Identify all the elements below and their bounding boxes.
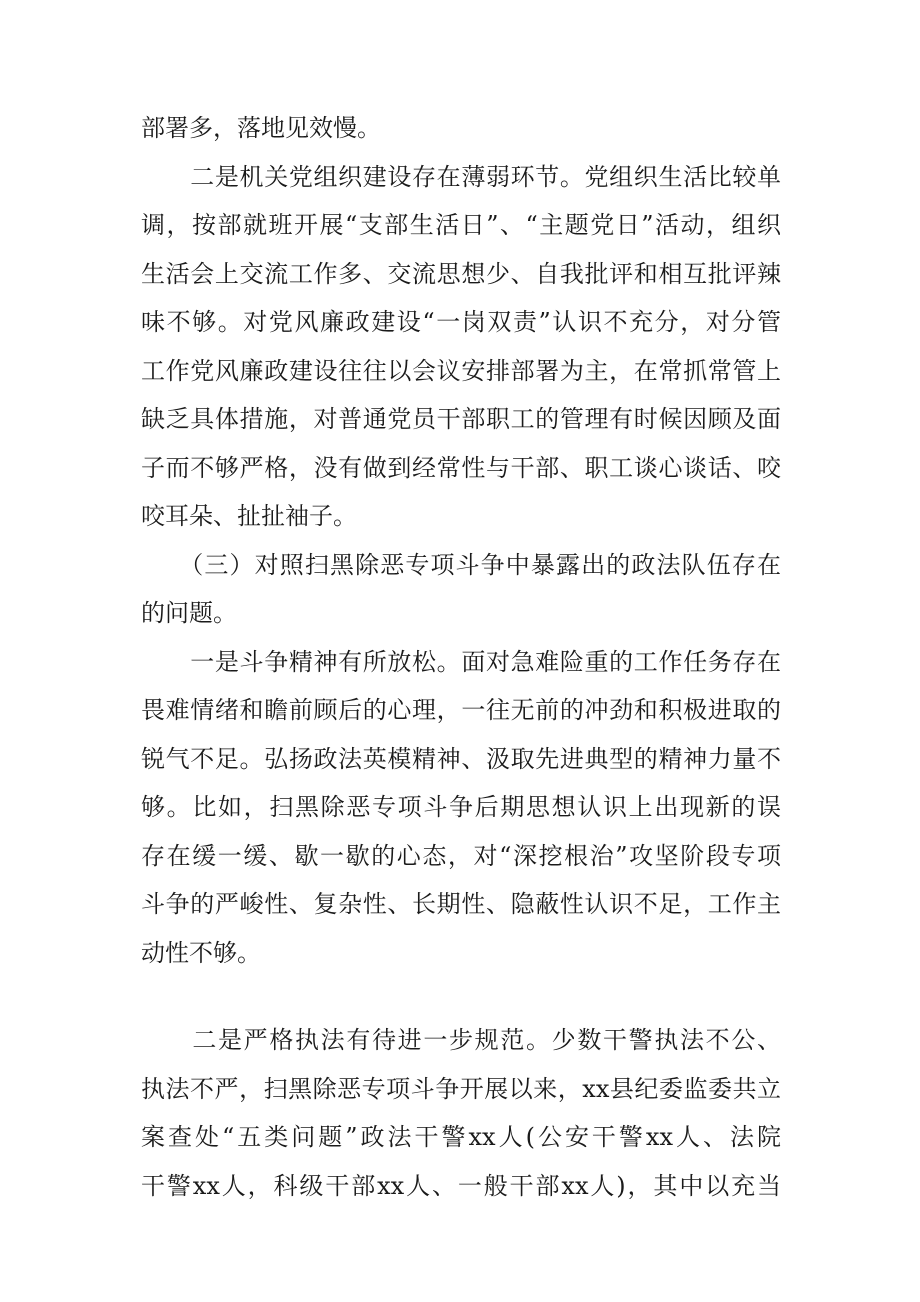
paragraph-gap — [141, 977, 781, 1016]
text-line: 案查处“五类问题”政法干警xx人(公安干警xx人、法院 — [141, 1123, 781, 1151]
text-line: 生活会上交流工作多、交流思想少、自我批评和相互批评辣 — [141, 259, 781, 288]
text-line: 二是严格执法有待进一步规范。少数干警执法不公、 — [141, 1026, 781, 1054]
document-body — [141, 104, 781, 1210]
text-line: 干警xx人，科级干部xx人、一般干部xx人)，其中以充当 — [141, 1171, 781, 1200]
text-line: 畏难情绪和瞻前顾后的心理，一往无前的冲劲和积极进取的 — [141, 696, 781, 724]
text-line: （三）对照扫黑除恶专项斗争中暴露出的政法队伍存在 — [141, 550, 781, 579]
text-line: 一是斗争精神有所放松。面对急难险重的工作任务存在 — [141, 647, 781, 676]
text-line: 工作党风廉政建设往往以会议安排部署为主，在常抓常管上 — [141, 356, 781, 385]
text-line: 存在缓一缓、歇一歇的心态，对“深挖根治”攻坚阶段专项 — [141, 841, 781, 870]
text-line: 味不够。对党风廉政建设“一岗双责”认识不充分，对分管 — [141, 308, 781, 336]
text-line: 调，按部就班开展“支部生活日”、“主题党日”活动，组织 — [141, 211, 781, 239]
text-line: 部署多，落地见效慢。 — [141, 114, 381, 142]
text-line: 缺乏具体措施，对普通党员干部职工的管理有时候因顾及面 — [141, 405, 781, 433]
text-line: 的问题。 — [141, 599, 237, 627]
text-line: 锐气不足。弘扬政法英模精神、汲取先进典型的精神力量不 — [141, 744, 781, 773]
text-line: 执法不严，扫黑除恶专项斗争开展以来，xx县纪委监委共立 — [141, 1074, 781, 1103]
text-line: 动性不够。 — [141, 938, 261, 967]
text-line: 子而不够严格，没有做到经常性与干部、职工谈心谈话、咬 — [141, 453, 781, 482]
text-line: 咬耳朵、扯扯袖子。 — [141, 502, 357, 530]
text-line: 斗争的严峻性、复杂性、长期性、隐蔽性认识不足，工作主 — [141, 890, 781, 918]
text-line: 二是机关党组织建设存在薄弱环节。党组织生活比较单 — [141, 162, 781, 191]
text-line: 够。比如，扫黑除恶专项斗争后期思想认识上出现新的误 — [141, 793, 781, 821]
